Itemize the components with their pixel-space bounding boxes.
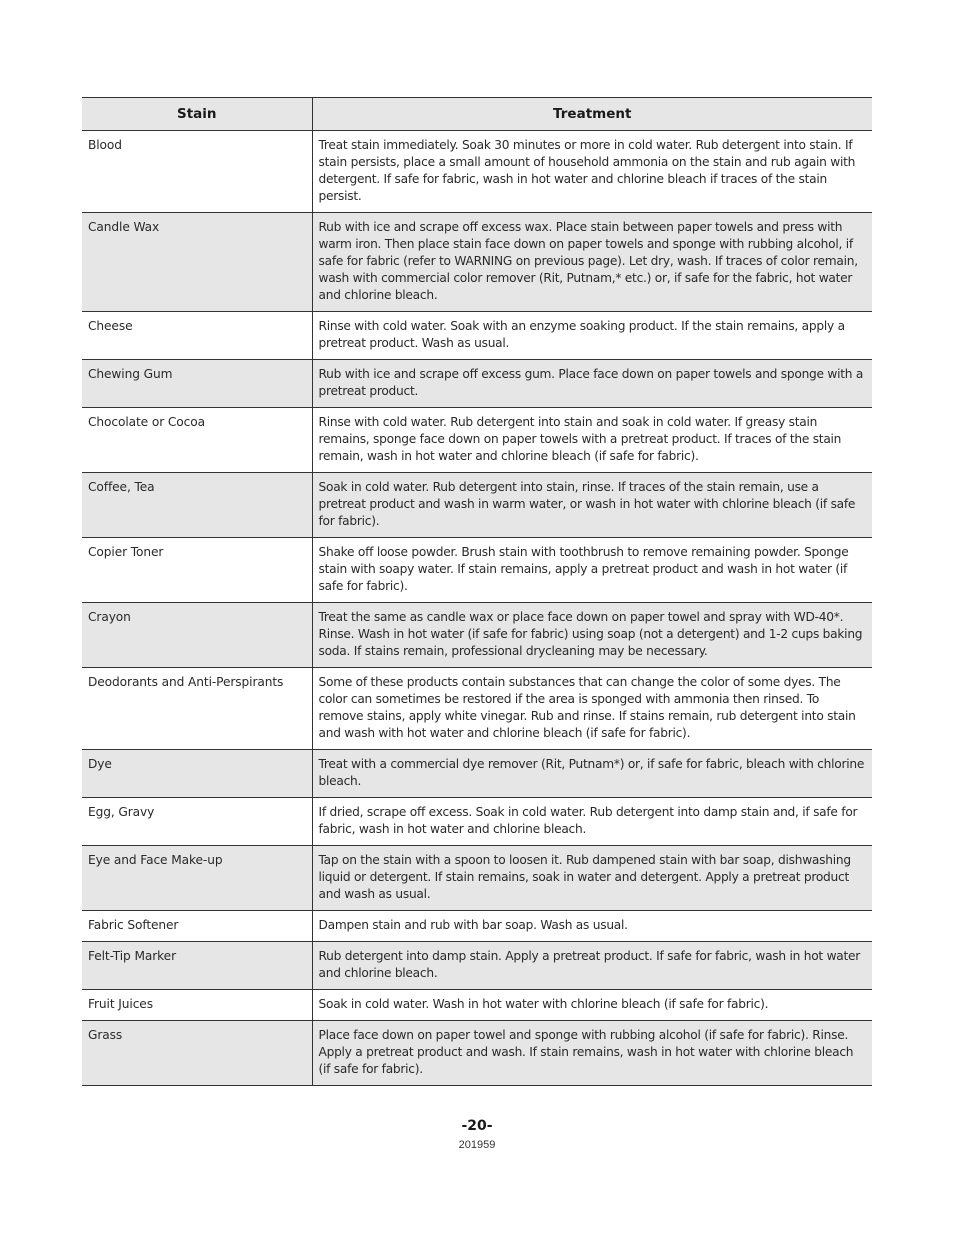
treatment-text: Rinse with cold water. Rub detergent into stain and soak in cold water. If greasy stain remains, sponge face down on paper towels with a pretreat product. If traces of the stain remain, wash in hot water and chlorine bleach (if safe for fabric). bbox=[312, 408, 872, 473]
table-row bbox=[82, 798, 872, 846]
document-code: 201959 bbox=[458, 1139, 496, 1151]
stain-name: Cheese bbox=[82, 312, 312, 360]
stain-name: Chewing Gum bbox=[82, 360, 312, 408]
treatment-text: Rub with ice and scrape off excess gum. Place face down on paper towels and sponge with a pretreat product. bbox=[312, 360, 872, 408]
stain-name: Fabric Softener bbox=[82, 911, 312, 942]
treatment-text: Rinse with cold water. Soak with an enzyme soaking product. If the stain remains, apply a pretreat product. Wash as usual. bbox=[312, 312, 872, 360]
stain-name: Fruit Juices bbox=[82, 990, 312, 1021]
treatment-text: Soak in cold water. Wash in hot water with chlorine bleach (if safe for fabric). bbox=[312, 990, 872, 1021]
table-row bbox=[82, 312, 872, 360]
treatment-text: Rub with ice and scrape off excess wax. Place stain between paper towels and press with warm iron. Then place stain face down on paper towels and sponge with rubbing alcohol, if safe for fabric (refer to WARNING on previous page). Let dry, wash. If traces of color remain, wash with commercial color remover (Rit, Putnam,* etc.) or, if safe for the fabric, hot water and chlorine bleach. bbox=[312, 213, 872, 312]
stain-name: Deodorants and Anti-Perspirants bbox=[82, 668, 312, 750]
table-header-row bbox=[82, 98, 872, 131]
stain-name: Felt-Tip Marker bbox=[82, 942, 312, 990]
treatment-text: Place face down on paper towel and sponge with rubbing alcohol (if safe for fabric). Rinse. Apply a pretreat product and wash. If stain remains, wash in hot water with chlorine bleach (if safe for fabric). bbox=[312, 1021, 872, 1086]
treatment-text: If dried, scrape off excess. Soak in cold water. Rub detergent into damp stain and, if safe for fabric, wash in hot water and chlorine bleach. bbox=[312, 798, 872, 846]
stain-name: Crayon bbox=[82, 603, 312, 668]
column-header-treatment: Treatment bbox=[312, 98, 872, 131]
table-row bbox=[82, 942, 872, 990]
treatment-text: Shake off loose powder. Brush stain with toothbrush to remove remaining powder. Sponge stain with soapy water. If stain remains, apply a pretreat product and wash in hot water (if safe for fabric). bbox=[312, 538, 872, 603]
table-row bbox=[82, 911, 872, 942]
treatment-text: Some of these products contain substances that can change the color of some dyes. The color can sometimes be restored if the area is sponged with ammonia then rinsed. To remove stains, apply white vinegar. Rub and rinse. If stains remain, rub detergent into stain and wash with hot water and chlorine bleach (if safe for fabric). bbox=[312, 668, 872, 750]
table-row bbox=[82, 990, 872, 1021]
table-row bbox=[82, 1021, 872, 1086]
table-row bbox=[82, 473, 872, 538]
column-header-stain: Stain bbox=[82, 98, 312, 131]
stain-name: Copier Toner bbox=[82, 538, 312, 603]
treatment-text: Tap on the stain with a spoon to loosen it. Rub dampened stain with bar soap, dishwashing liquid or detergent. If stain remains, soak in water and detergent. Apply a pretreat product and wash as usual. bbox=[312, 846, 872, 911]
stain-name: Blood bbox=[82, 131, 312, 213]
table-row bbox=[82, 668, 872, 750]
treatment-text: Soak in cold water. Rub detergent into stain, rinse. If traces of the stain remain, use a pretreat product and wash in warm water, or wash in hot water with chlorine bleach (if safe for fabric). bbox=[312, 473, 872, 538]
treatment-text: Treat with a commercial dye remover (Rit, Putnam*) or, if safe for fabric, bleach with chlorine bleach. bbox=[312, 750, 872, 798]
page-number: -20- bbox=[461, 1118, 493, 1134]
table-row bbox=[82, 603, 872, 668]
table-row bbox=[82, 213, 872, 312]
table-row bbox=[82, 408, 872, 473]
stain-treatment-table bbox=[82, 97, 872, 1086]
stain-name: Coffee, Tea bbox=[82, 473, 312, 538]
treatment-text: Rub detergent into damp stain. Apply a pretreat product. If safe for fabric, wash in hot water and chlorine bleach. bbox=[312, 942, 872, 990]
stain-name: Candle Wax bbox=[82, 213, 312, 312]
table-row bbox=[82, 131, 872, 213]
table-row bbox=[82, 538, 872, 603]
treatment-text: Treat the same as candle wax or place face down on paper towel and spray with WD-40*. Rinse. Wash in hot water (if safe for fabric) using soap (not a detergent) and 1-2 cups baking soda. If stains remain, professional drycleaning may be necessary. bbox=[312, 603, 872, 668]
treatment-text: Dampen stain and rub with bar soap. Wash as usual. bbox=[312, 911, 872, 942]
stain-name: Eye and Face Make-up bbox=[82, 846, 312, 911]
table-row bbox=[82, 360, 872, 408]
stain-name: Chocolate or Cocoa bbox=[82, 408, 312, 473]
treatment-text: Treat stain immediately. Soak 30 minutes or more in cold water. Rub detergent into stain. If stain persists, place a small amount of household ammonia on the stain and rub again with detergent. If safe for fabric, wash in hot water and chlorine bleach if traces of the stain persist. bbox=[312, 131, 872, 213]
stain-name: Egg, Gravy bbox=[82, 798, 312, 846]
stain-name: Dye bbox=[82, 750, 312, 798]
stain-name: Grass bbox=[82, 1021, 312, 1086]
table-row bbox=[82, 750, 872, 798]
table-row bbox=[82, 846, 872, 911]
